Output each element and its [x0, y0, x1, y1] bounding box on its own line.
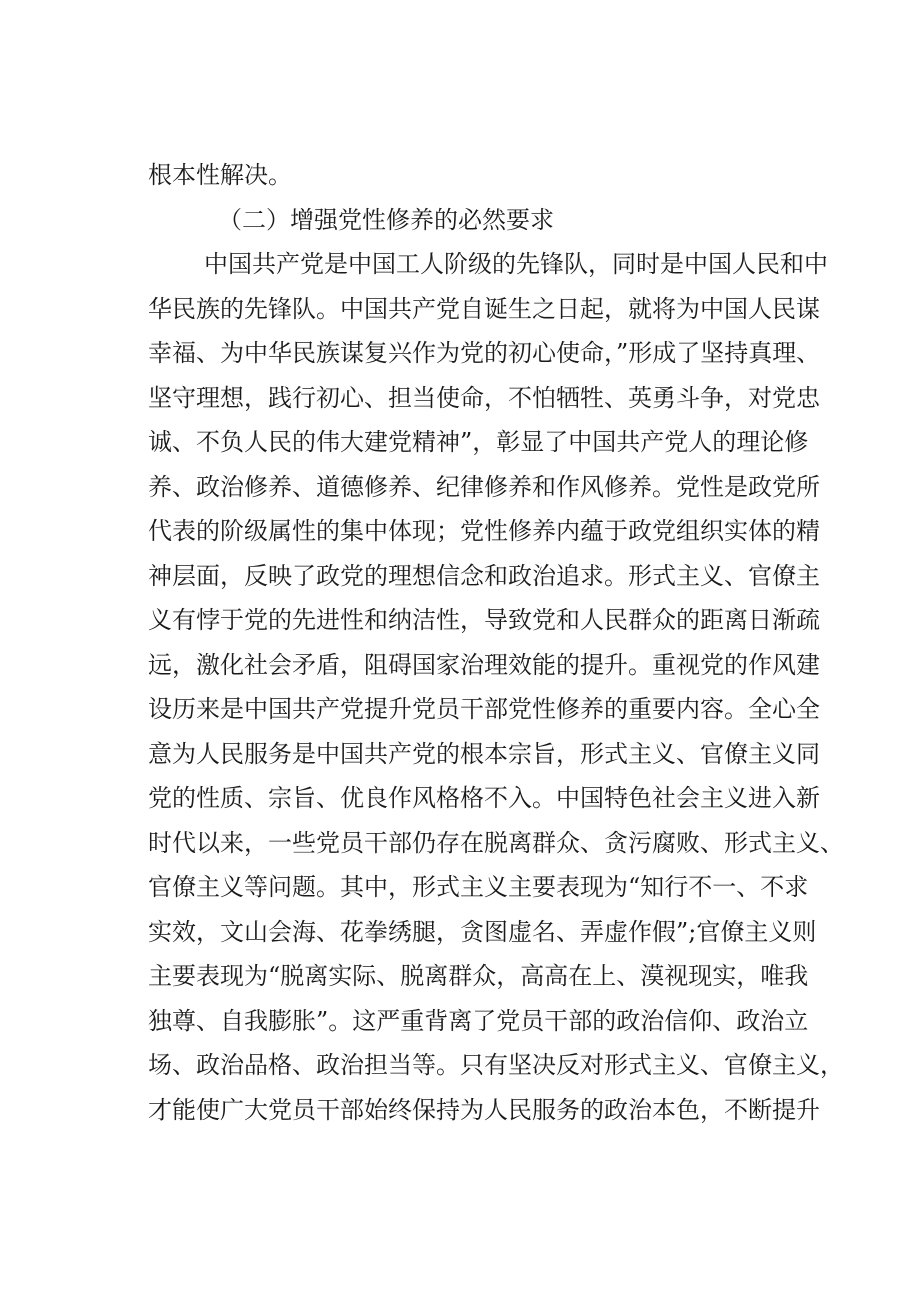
paragraph-line: 华民族的先锋队。中国共产党自诞生之日起，就将为中国人民谋 [148, 294, 820, 323]
paragraph-line: 实效，文山会海、花拳绣腿，贪图虚名、弄虚作假”;官僚主义则 [148, 917, 817, 946]
paragraph-line: 官僚主义等问题。其中，形式主义主要表现为“知行不一、不求 [148, 873, 809, 901]
paragraph-end-line: 根本性解决。 [148, 161, 292, 189]
paragraph-line: 才能使广大党员干部始终保持为人民服务的政治本色，不断提升 [148, 1095, 820, 1124]
paragraph-line: 幸福、为中华民族谋复兴作为党的初心使命，”形成了坚持真理、 [148, 339, 821, 367]
section-heading: （二）增强党性修养的必然要求 [218, 205, 554, 234]
paragraph-line: 主要表现为“脱离实际、脱离群众，高高在上、漠视现实，唯我 [148, 962, 809, 990]
paragraph-line: 诚、不负人民的伟大建党精神”，彰显了中国共产党人的理论修 [148, 428, 809, 456]
document-body [148, 153, 844, 1132]
paragraph-line: 养、政治修养、道德修养、纪律修养和作风修养。党性是政党所 [148, 472, 820, 501]
paragraph-line: 神层面，反映了政党的理想信念和政治追求。形式主义、官僚主 [148, 561, 820, 590]
paragraph-line: 独尊、自我膨胀”。这严重背离了党员干部的政治信仰、政治立 [148, 1006, 809, 1035]
paragraph-line: 设历来是中国共产党提升党员干部党性修养的重要内容。全心全 [148, 695, 820, 723]
paragraph-line: 义有悖于党的先进性和纳洁性，导致党和人民群众的距离日渐疏 [148, 606, 820, 634]
paragraph-line: 场、政治品格、政治担当等。只有坚决反对形式主义、官僚主义， [148, 1051, 844, 1079]
paragraph-line: 意为人民服务是中国共产党的根本宗旨，形式主义、官僚主义同 [148, 739, 820, 768]
paragraph-line: 代表的阶级属性的集中体现；党性修养内蕴于政党组织实体的精 [148, 517, 820, 545]
paragraph-line: 远，激化社会矛盾，阻碍国家治理效能的提升。重视党的作风建 [148, 650, 820, 679]
paragraph-line: 党的性质、宗旨、优良作风格格不入。中国特色社会主义进入新 [148, 784, 820, 812]
paragraph-line: 中国共产党是中国工人阶级的先锋队，同时是中国人民和中 [204, 250, 828, 278]
paragraph-line: 坚守理想，践行初心、担当使命，不怕牺牲、英勇斗争，对党忠 [148, 383, 820, 412]
paragraph-line: 时代以来，一些党员干部仍存在脱离群众、贪污腐败、形式主义、 [148, 828, 844, 857]
